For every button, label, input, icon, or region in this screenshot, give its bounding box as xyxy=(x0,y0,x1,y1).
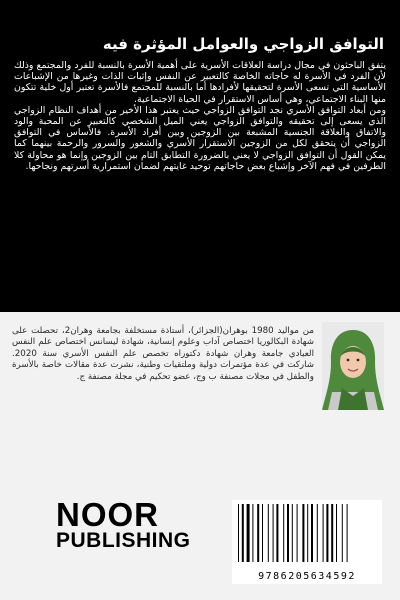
barcode-bar xyxy=(273,504,274,562)
publisher-logo xyxy=(56,496,191,552)
barcode-bar xyxy=(238,504,239,562)
book-title: التوافق الزواجي والعوامل المؤثرة فيه xyxy=(102,35,384,53)
synopsis-text: يتفق الباحثون في مجال دراسة العلاقات الأسرية على أهمية الأسرة بالنسبة للفرد والمجتمع وذلك لأن الفرد في الأسرة له حاجاته الخاصة كالتعبير عن النفس وإثبات الذات وغيرها من الإشباعات الأساسية التي تسعى الأسرة لتحقيقها لأفرادها أما بالنسبة للمجتمع فالأسرة تعتبر أول خلية تتكون منها البناء الاجتماعي، وهي أساس الاستقرار في الحياة الاجتماعية. ومن أبعاد التوافق الأسري نجد التوافق الزواجي حيث يعتبر هذا الأخير من أهداف النظام الزواجي الذي يسعى إلى تحقيقه والتوافق الزواجي يعني الميل الشخصي كالتعبير عن المحبة والود والاتفاق والعلاقة الجنسية المشبعة بين الزوجين وبين أفراد الأسرة. فالأساس في التوافق الزواجي أن يتحقق لكل من الزوجين الاستقرار الأسري والشعور والسرور والرحمة بينهما كما يمكن القول أن التوافق الزواجي لا يعني بالضرورة التطابق التام بين الزوجين وإنما هو محاولة كلا الطرفين في فهم الآخر وإشباع بعض حاجاتهم توحيد غايتهم لضمان استمرارية أسرتهم ونجاحها. xyxy=(14,60,386,172)
author-photo xyxy=(322,322,384,410)
barcode-bar xyxy=(257,504,259,562)
publisher-name-line2: PUBLISHING xyxy=(56,529,191,552)
barcode-bar xyxy=(297,504,298,562)
barcode-bar xyxy=(242,504,244,562)
barcode-bar xyxy=(276,504,278,562)
barcode-bar xyxy=(347,504,348,562)
author-bio: من مواليد 1980 بوهران(الجزائر)، أستاذة مستخلفة بجامعة وهران2، تحصلت على شهادة البكالوريا اختصاص آداب وعلوم إنسانية، شهادة ليسانس اختصاص علم النفس العيادي جامعة وهران شهادة دكتوراه تخصص علم النفس الأسري سنة 2020. شاركت في عدة مؤتمرات دولية وملتقيات وطنية، نشرت عدة مقالات خاصة بالأسرة والطفل في مجلات مصنفة ب وج، عضو تحكيم في مجلة مصنفة ج. xyxy=(12,326,314,382)
barcode-bar xyxy=(342,504,343,562)
barcode-bar xyxy=(287,504,289,562)
barcode-bar xyxy=(317,504,318,562)
barcode-bar xyxy=(307,504,308,562)
barcode-bar xyxy=(326,504,328,562)
isbn-number: 9786205634592 xyxy=(258,571,356,582)
barcode-bar xyxy=(252,504,253,562)
barcode-bar xyxy=(336,504,337,562)
barcode-bar xyxy=(323,504,324,562)
barcode-bar xyxy=(331,504,333,562)
publisher-name-line1: NOOR xyxy=(56,496,159,533)
barcode-bars xyxy=(236,504,378,566)
barcode-bar xyxy=(268,504,269,562)
barcode-bar xyxy=(302,504,304,562)
barcode-bar xyxy=(262,504,263,562)
isbn-barcode xyxy=(232,500,382,584)
barcode-bar xyxy=(283,504,284,562)
barcode-bar xyxy=(311,504,313,562)
barcode-bar xyxy=(247,504,250,562)
barcode-bar xyxy=(292,504,293,562)
